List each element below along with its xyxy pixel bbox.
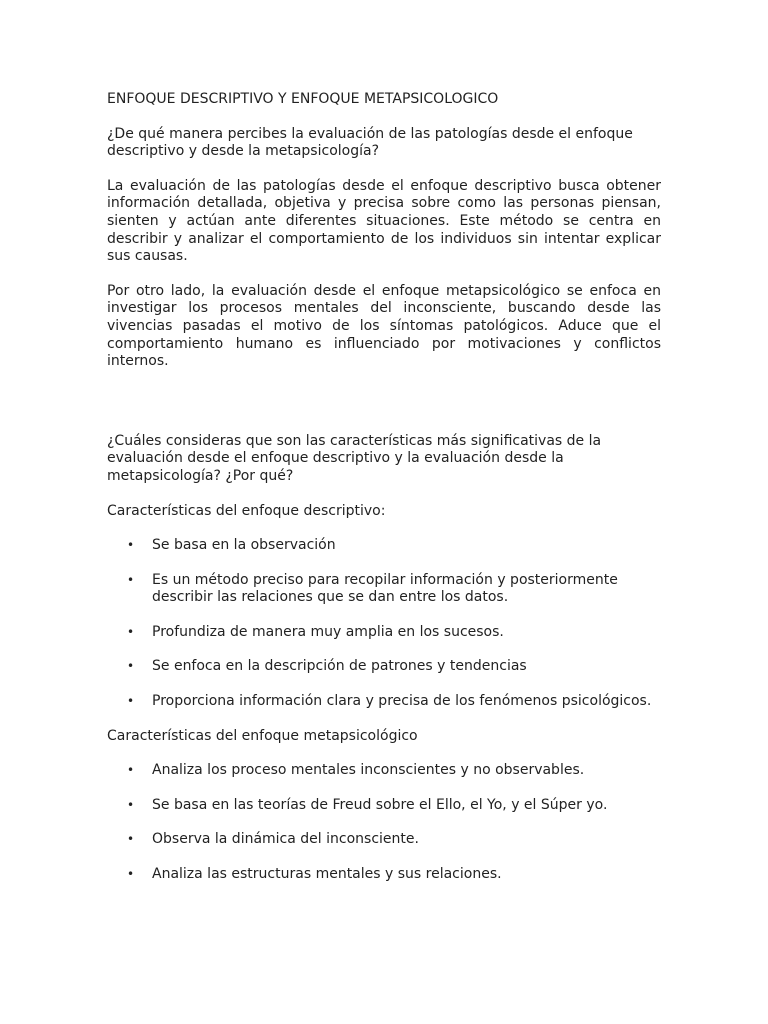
list-item	[107, 624, 661, 642]
list-item-text: Se enfoca en la descripción de patrones y tendencias	[152, 658, 527, 675]
bullet-icon: •	[127, 763, 135, 778]
document-title: ENFOQUE DESCRIPTIVO Y ENFOQUE METAPSICOLOGICO	[107, 91, 499, 107]
list-item	[107, 693, 661, 711]
list-item-text: Profundiza de manera muy amplia en los sucesos.	[152, 623, 504, 640]
metapsych-heading: Características del enfoque metapsicológico	[107, 727, 418, 744]
bullet-icon: •	[127, 694, 135, 709]
bullet-icon: •	[127, 572, 135, 587]
list-item	[107, 762, 661, 780]
metapsych-list	[107, 762, 661, 883]
answer-1-descriptive: La evaluación de las patologías desde el enfoque descriptivo busca obtener información detallada, objetiva y precisa sobre como las personas piensan, sienten y actúan ante diferentes situaciones. Este método se centra en describir y analizar el comportamiento de los individuos sin intentar explicar sus causas.	[107, 177, 661, 265]
bullet-icon: •	[127, 832, 135, 847]
bullet-icon: •	[127, 624, 135, 639]
list-item-text: Se basa en la observación	[152, 537, 336, 554]
bullet-icon: •	[127, 867, 135, 882]
list-item	[107, 572, 661, 607]
list-item	[107, 658, 661, 676]
list-item	[107, 537, 661, 555]
spacer	[107, 388, 661, 433]
list-item-text: Se basa en las teorías de Freud sobre el Ello, el Yo, y el Súper yo.	[152, 796, 608, 813]
list-item	[107, 797, 661, 815]
list-item-text: Analiza los proceso mentales inconscientes y no observables.	[152, 762, 585, 779]
bullet-icon: •	[127, 659, 135, 674]
document-page	[107, 91, 661, 901]
bullet-icon: •	[127, 797, 135, 812]
bullet-icon: •	[127, 538, 135, 553]
list-item-text: Es un método preciso para recopilar información y posteriormente describir las relaciones que se dan entre los datos.	[152, 571, 618, 606]
list-item-text: Proporciona información clara y precisa de los fenómenos psicológicos.	[152, 693, 652, 710]
answer-1-metapsychological: Por otro lado, la evaluación desde el enfoque metapsicológico se enfoca en investigar los procesos mentales del inconsciente, buscando desde las vivencias pasadas el motivo de los síntomas patológicos. Aduce que el comportamiento humano es influenciado por motivaciones y conflictos internos.	[107, 282, 661, 370]
question-1: ¿De qué manera percibes la evaluación de las patologías desde el enfoque descriptivo y desde la metapsicología?	[107, 125, 633, 160]
list-item	[107, 866, 661, 884]
descriptive-list	[107, 537, 661, 711]
descriptive-heading: Características del enfoque descriptivo:	[107, 502, 386, 519]
question-2: ¿Cuáles consideras que son las características más significativas de la evaluación desde el enfoque descriptivo y la evaluación desde la metapsicología? ¿Por qué?	[107, 432, 602, 484]
list-item-text: Observa la dinámica del inconsciente.	[152, 831, 419, 848]
list-item-text: Analiza las estructuras mentales y sus relaciones.	[152, 866, 502, 883]
list-item	[107, 831, 661, 849]
